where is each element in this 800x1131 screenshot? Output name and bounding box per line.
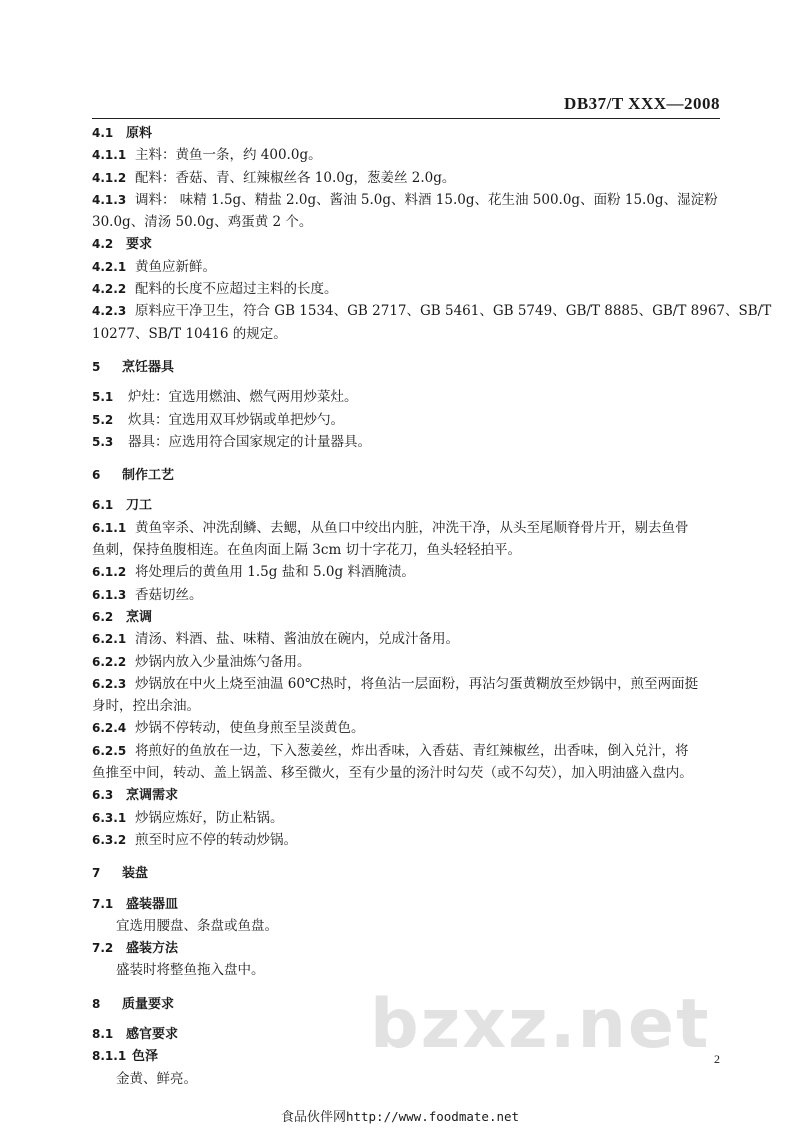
page-number: 2 [714,1052,720,1066]
clause-text: 将处理后的黄鱼用 1.5g 盐和 5.0g 料酒腌渍。 [135,564,415,581]
clause-line [92,517,728,539]
clause-text: 烹调需求 [126,788,179,804]
clause-line [92,386,728,408]
clause-number: 4.2 [92,237,114,252]
clause-text: 香菇切丝。 [135,586,203,603]
clause-text: 炒锅内放入少量油炼勺备用。 [135,653,311,670]
clause-text: 烹调 [126,609,153,625]
section-heading [92,784,728,806]
document-body [92,122,772,1090]
clause-line [92,189,728,211]
clause-number: 6.2.1 [92,632,127,647]
clause-line [92,829,728,851]
clause-text: 炉灶：宜选用燃油、燃气两用炒菜灶。 [128,389,358,406]
clause-text: 炒锅放在中火上烧至油温 60℃热时，将鱼沾一层面粉，再沾匀蛋黄糊放至炒锅中，煎至两面挺 [135,675,699,692]
clause-number: 6.1.2 [92,565,127,580]
clause-text: 制作工艺 [122,468,175,484]
clause-text: 10277、SB/T 10416 的规定。 [92,325,287,342]
section-heading [92,937,728,959]
clause-text: 配料：香菇、青、红辣椒丝各 10.0g，葱姜丝 2.0g。 [135,169,456,186]
clause-text: 感官要求 [126,1026,179,1042]
document-id-header: DB37/T XXX—2008 [564,94,720,113]
clause-text: 黄鱼应新鲜。 [135,258,216,275]
clause-text: 黄鱼宰杀、冲洗刮鳞、去鳃，从鱼口中绞出内脏，冲洗干净，从头至尾顺脊骨片开，剔去鱼骨 [135,519,689,536]
clause-number: 8.1 [92,1026,114,1041]
clause-number: 5 [92,359,101,374]
page-footer [0,1106,800,1125]
clause-number: 5.2 [92,412,114,427]
clause-number: 6.1 [92,498,114,513]
clause-line [92,409,728,431]
clause-text: 炊具：宜选用双耳炒锅或单把炒勺。 [128,411,344,428]
clause-number: 7.1 [92,896,114,911]
indented-text [92,1068,728,1090]
clause-line [92,584,728,606]
clause-text: 清汤、料酒、盐、味精、酱油放在碗内，兑成汁备用。 [135,631,459,648]
header-rule [92,118,720,119]
clause-text: 主料：黄鱼一条，约 400.0g。 [135,147,322,164]
clause-number: 6.2 [92,609,114,624]
clause-line [92,717,728,739]
clause-line [92,278,728,300]
clause-number: 6.2.2 [92,654,127,669]
chapter-heading [92,464,728,486]
clause-number: 6.3.1 [92,810,127,825]
clause-text: 煎至时应不停的转动炒锅。 [135,831,297,848]
clause-number: 6.1.1 [92,520,127,535]
paragraph-continuation [92,762,728,784]
clause-text: 炒锅不停转动，使鱼身煎至呈淡黄色。 [135,720,365,737]
clause-text: 盛装时将整鱼拖入盘中。 [116,962,265,979]
clause-number: 7 [92,866,101,881]
clause-number: 4.1.3 [92,192,127,207]
clause-text: 色泽 [132,1049,159,1065]
clause-line [92,300,772,322]
clause-text: 配料的长度不应超过主料的长度。 [135,281,338,298]
clause-text: 原料 [126,126,153,141]
clause-number: 6.2.3 [92,676,127,691]
clause-line [92,673,728,695]
clause-text: 烹饪器具 [122,359,175,375]
clause-line [92,256,728,278]
clause-number: 6 [92,468,101,483]
section-heading [92,606,728,628]
clause-number: 6.3 [92,788,114,803]
clause-line [92,651,728,673]
clause-number: 4.2.1 [92,259,127,274]
watermark: bzxz.net [370,985,711,1064]
clause-text: 鱼刺，保持鱼腹相连。在鱼肉面上隔 3cm 切十字花刀，鱼头轻轻拍平。 [92,542,522,559]
clause-number: 4.2.3 [92,304,127,319]
clause-number: 4.1 [92,126,114,140]
clause-line [92,740,728,762]
clause-text: 将煎好的鱼放在一边，下入葱姜丝，炸出香味，入香菇、青红辣椒丝，出香味，倒入兑汁，将 [135,742,689,759]
section-heading [92,233,728,255]
clause-number: 6.3.2 [92,832,127,847]
section-heading [92,494,728,516]
clause-line [92,807,728,829]
clause-text: 盛装器皿 [126,896,179,912]
clause-line [92,628,728,650]
clause-line [92,167,728,189]
clause-text: 刀工 [126,498,153,514]
indented-text [92,915,728,937]
indented-text [92,959,728,981]
footer-site-name: 食品伙伴网 [280,1110,346,1125]
paragraph-continuation [92,323,728,345]
clause-text: 要求 [126,237,153,253]
footer-url[interactable]: http://www.foodmate.net [345,1109,520,1124]
clause-line [92,431,728,453]
clause-text: 炒锅应炼好，防止粘锅。 [135,809,284,826]
clause-number: 4.2.2 [92,282,127,297]
clause-text: 宜选用腰盘、条盘或鱼盘。 [116,917,278,934]
clause-text: 鱼推至中间，转动、盖上锅盖、移至微火，至有少量的汤汁时勾芡（或不勾芡），加入明油盛入盘内。 [92,765,693,782]
chapter-heading [92,862,728,884]
clause-text: 质量要求 [122,996,175,1012]
clause-number: 5.1 [92,390,114,405]
clause-number: 5.3 [92,434,114,449]
clause-text: 调料： 味精 1.5g、精盐 2.0g、酱油 5.0g、料酒 15.0g、花生油 500.0g、面粉 15.0g、湿淀粉 [135,191,718,208]
clause-text: 身时，控出余油。 [92,698,200,715]
clause-text: 30.0g、清汤 50.0g、鸡蛋黄 2 个。 [92,214,313,231]
clause-line [92,144,728,166]
paragraph-continuation [92,211,728,233]
clause-number: 8.1.1 [92,1049,127,1064]
clause-number: 7.2 [92,941,114,956]
clause-number: 8 [92,996,101,1011]
clause-number: 4.1.2 [92,170,127,185]
clause-number: 4.1.1 [92,148,127,163]
clause-number: 6.2.4 [92,721,127,736]
clause-text: 装盘 [122,866,149,882]
paragraph-continuation [92,539,728,561]
clause-number: 6.1.3 [92,587,127,602]
clause-line [92,561,728,583]
chapter-heading [92,356,728,378]
clause-text: 原料应干净卫生，符合 GB 1534、GB 2717、GB 5461、GB 5749、GB/T 8885、GB/T 8967、SB/T [135,303,772,320]
clause-number: 6.2.5 [92,743,127,758]
clause-text: 器具：应选用符合国家规定的计量器具。 [128,433,371,450]
section-heading [92,893,728,915]
section-heading [92,122,728,144]
clause-text: 盛装方法 [126,941,179,957]
paragraph-continuation [92,695,728,717]
clause-text: 金黄、鲜亮。 [116,1070,197,1087]
